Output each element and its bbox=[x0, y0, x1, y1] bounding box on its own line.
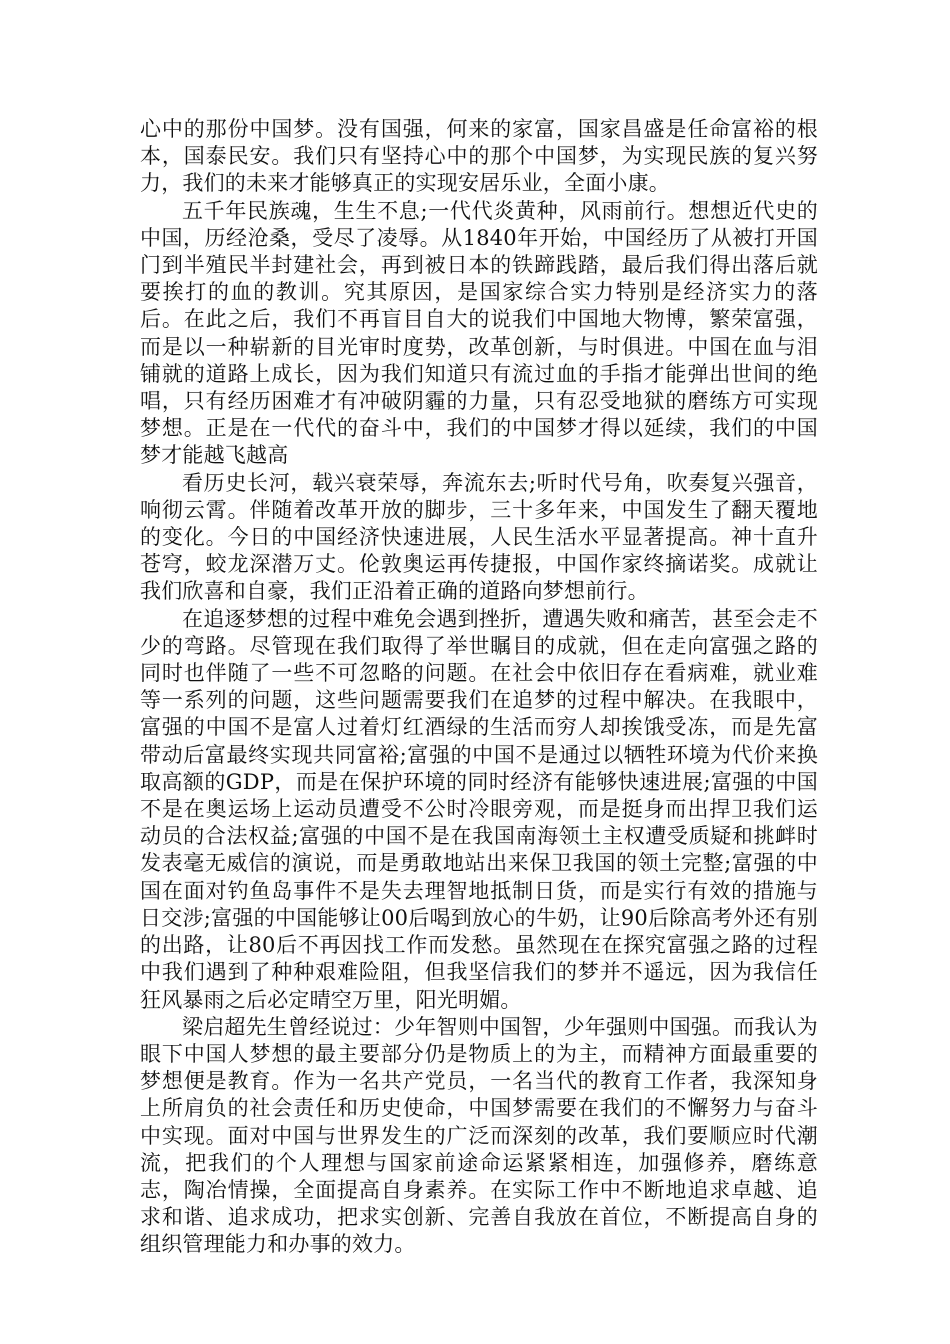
document-body bbox=[140, 116, 818, 1259]
paragraph-3: 看历史长河，载兴衰荣辱，奔流东去;听时代号角，吹奏复兴强音，响彻云霄。伴随着改革开放的脚步，三十多年来，中国发生了翻天覆地的变化。今日的中国经济快速进展，人民生活水平显著提高。神十直升苍穹，蛟龙深潜万丈。伦敦奥运再传捷报，中国作家终摘诺奖。成就让我们欣喜和自豪，我们正沿着正确的道路向梦想前行。 bbox=[140, 470, 818, 604]
paragraph-2: 五千年民族魂，生生不息;一代代炎黄种，风雨前行。想想近代史的中国，历经沧桑，受尽了凌辱。从1840年开始，中国经历了从被打开国门到半殖民半封建社会，再到被日本的铁蹄践踏，最后我们得出落后就要挨打的血的教训。究其原因，是国家综合实力特别是经济实力的落后。在此之后，我们不再盲目自大的说我们中国地大物博，繁荣富强，而是以一种崭新的目光审时度势，改革创新，与时俱进。中国在血与泪铺就的道路上成长，因为我们知道只有流过血的手指才能弹出世间的绝唱，只有经历困难才有冲破阴霾的力量，只有忍受地狱的磨练方可实现梦想。正是在一代代的奋斗中，我们的中国梦才得以延续，我们的中国梦才能越飞越高 bbox=[140, 198, 818, 468]
paragraph-1: 心中的那份中国梦。没有国强，何来的家富，国家昌盛是任命富裕的根本，国泰民安。我们只有坚持心中的那个中国梦，为实现民族的复兴努力，我们的未来才能够真正的实现安居乐业，全面小康。 bbox=[140, 117, 818, 196]
paragraph-5: 梁启超先生曾经说过：少年智则中国智，少年强则中国强。而我认为眼下中国人梦想的最主要部分仍是物质上的为主，而精神方面最重要的梦想便是教育。作为一名共产党员，一名当代的教育工作者，我深知身上所肩负的社会责任和历史使命，中国梦需要在我们的不懈努力与奋斗中实现。面对中国与世界发生的广泛而深刻的改革，我们要顺应时代潮流，把我们的个人理想与国家前途命运紧紧相连，加强修养，磨练意志，陶冶情操，全面提高自身素养。在实际工作中不断地追求卓越、追求和谐、追求成功，把求实创新、完善自我放在首位，不断提高自身的组织管理能力和办事的效力。 bbox=[140, 1014, 818, 1257]
paragraph-4: 在追逐梦想的过程中难免会遇到挫折，遭遇失败和痛苦，甚至会走不少的弯路。尽管现在我们取得了举世瞩目的成就，但在走向富强之路的同时也伴随了一些不可忽略的问题。在社会中依旧存在看病难，就业难等一系列的问题，这些问题需要我们在追梦的过程中解决。在我眼中，富强的中国不是富人过着灯红酒绿的生活而穷人却挨饿受冻，而是先富带动后富最终实现共同富裕;富强的中国不是通过以牺牲环境为代价来换取高额的GDP，而是在保护环境的同时经济有能够快速进展;富强的中国不是在奥运场上运动员遭受不公时冷眼旁观，而是挺身而出捍卫我们运动员的合法权益;富强的中国不是在我国南海领土主权遭受质疑和挑衅时发表毫无威信的演说，而是勇敢地站出来保卫我国的领土完整;富强的中国在面对钓鱼岛事件不是失去理智地抵制日货，而是实行有效的措施与日交涉;富强的中国能够让00后喝到放心的牛奶，让90后除高考外还有别的出路，让80后不再因找工作而发愁。虽然现在在探究富强之路的过程中我们遇到了种种艰难险阻，但我坚信我们的梦并不遥远，因为我信任狂风暴雨之后必定晴空万里，阳光明媚。 bbox=[140, 606, 818, 1012]
